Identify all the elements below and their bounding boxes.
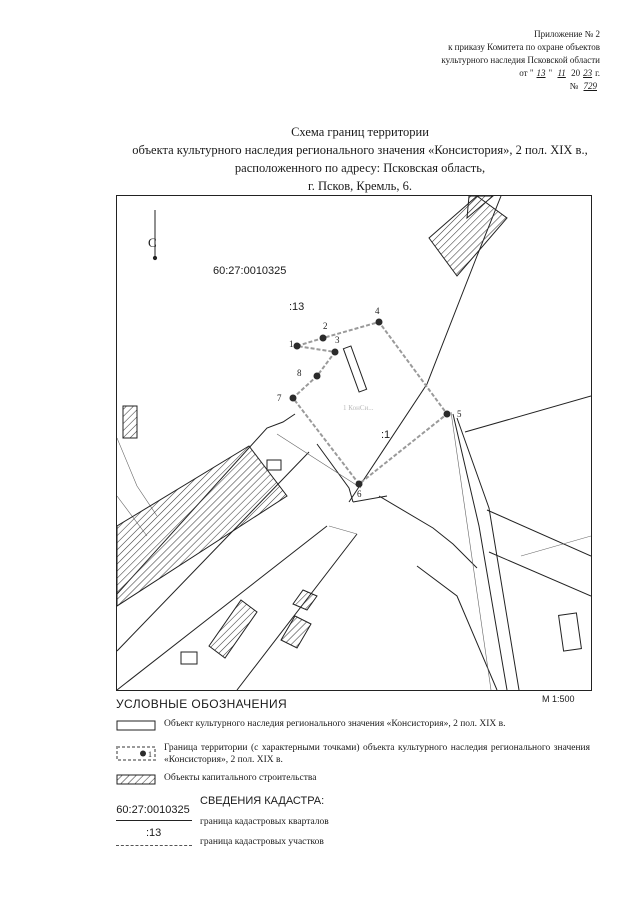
boundary-point <box>314 373 321 380</box>
title-line-4: г. Псков, Кремль, 6. <box>308 179 412 193</box>
point-label-8: 8 <box>297 368 302 378</box>
appendix-number <box>360 80 600 93</box>
point-label-5: 5 <box>457 409 462 419</box>
point-label-4: 4 <box>375 306 380 316</box>
cadastre-quarter-desc: граница кадастровых кварталов <box>200 817 329 827</box>
date-quote: " <box>548 68 553 78</box>
quarter-label: 60:27:0010325 <box>213 265 287 277</box>
road-lines <box>117 196 591 690</box>
boundary-points <box>290 319 451 488</box>
date-end: г. <box>595 68 600 78</box>
boundary-point <box>294 343 301 350</box>
legend-text-territory-boundary: Граница территории (с характерными точками) объекта культурного наследия регионального значения «Консистория», 2 пол. XIX в. <box>164 743 590 765</box>
parcel-13-label: :13 <box>289 301 305 313</box>
capital-construction-swatch <box>116 774 156 786</box>
map-scale: М 1:500 <box>542 694 575 704</box>
cadastre-parcel-code: :13 <box>146 827 162 839</box>
date-prefix: от " <box>519 68 534 78</box>
point-label-7: 7 <box>277 393 282 403</box>
cadastre-parcel-line <box>116 845 192 846</box>
legend-text-heritage-object: Объект культурного наследия регионального значения «Консистория», 2 пол. XIX в. <box>164 719 506 729</box>
appendix-block <box>360 28 600 93</box>
title-line-3: расположенного по адресу: Псковская область, <box>234 161 486 175</box>
boundary-map <box>116 195 592 691</box>
point-label-3: 3 <box>335 335 340 345</box>
appendix-line-1: Приложение № 2 <box>534 29 600 39</box>
capital-buildings <box>117 196 507 658</box>
point-label-2: 2 <box>323 321 328 331</box>
appendix-line-2: к приказу Комитета по охране объектов <box>448 42 600 52</box>
legend-item-capital-construction <box>116 772 590 788</box>
boundary-swatch-point-label: 1 <box>148 750 152 759</box>
order-number: 729 <box>583 81 597 91</box>
legend-item-heritage-object <box>116 718 590 734</box>
cadastre-quarter-line <box>116 820 192 821</box>
title-line-2: объекта культурного наследия регионального значения «Консистория», 2 пол. XIX в., <box>132 143 588 157</box>
cadastre-quarter-code: 60:27:0010325 <box>116 804 190 816</box>
cadastre-title: СВЕДЕНИЯ КАДАСТРА: <box>200 795 325 807</box>
boundary-point <box>290 395 297 402</box>
number-prefix: № <box>569 81 579 91</box>
date-month: 11 <box>557 68 566 78</box>
boundary-point <box>320 335 327 342</box>
point-labels <box>277 306 462 499</box>
appendix-date <box>360 67 600 80</box>
point-label-6: 6 <box>357 489 362 499</box>
boundary-point <box>332 349 339 356</box>
scheme-title <box>60 123 640 195</box>
boundary-point <box>376 319 383 326</box>
appendix-line-3: культурного наследия Псковской области <box>441 55 600 65</box>
legend-title: УСЛОВНЫЕ ОБОЗНАЧЕНИЯ <box>116 697 288 711</box>
date-year-suffix: 23 <box>583 68 593 78</box>
parcel-1-label: :1 <box>381 429 391 441</box>
north-symbol: С <box>148 235 157 250</box>
title-line-1: Схема границ территории <box>291 125 429 139</box>
boundary-point <box>356 481 363 488</box>
territory-boundary <box>293 322 447 484</box>
legend-text-capital-construction: Объекты капитального строительства <box>164 773 317 783</box>
boundary-point <box>444 411 451 418</box>
territory-boundary-swatch <box>116 744 156 764</box>
building-faint-label: 1 КонСи... <box>343 404 374 412</box>
heritage-object-swatch <box>116 720 156 732</box>
date-year-prefix: 20 <box>571 68 581 78</box>
legend-item-territory-boundary <box>116 742 590 768</box>
north-arrow-icon <box>148 210 157 260</box>
map-canvas <box>117 196 591 690</box>
date-day: 13 <box>536 68 546 78</box>
point-label-1: 1 <box>289 339 294 349</box>
cadastre-parcel-desc: граница кадастровых участков <box>200 837 324 847</box>
